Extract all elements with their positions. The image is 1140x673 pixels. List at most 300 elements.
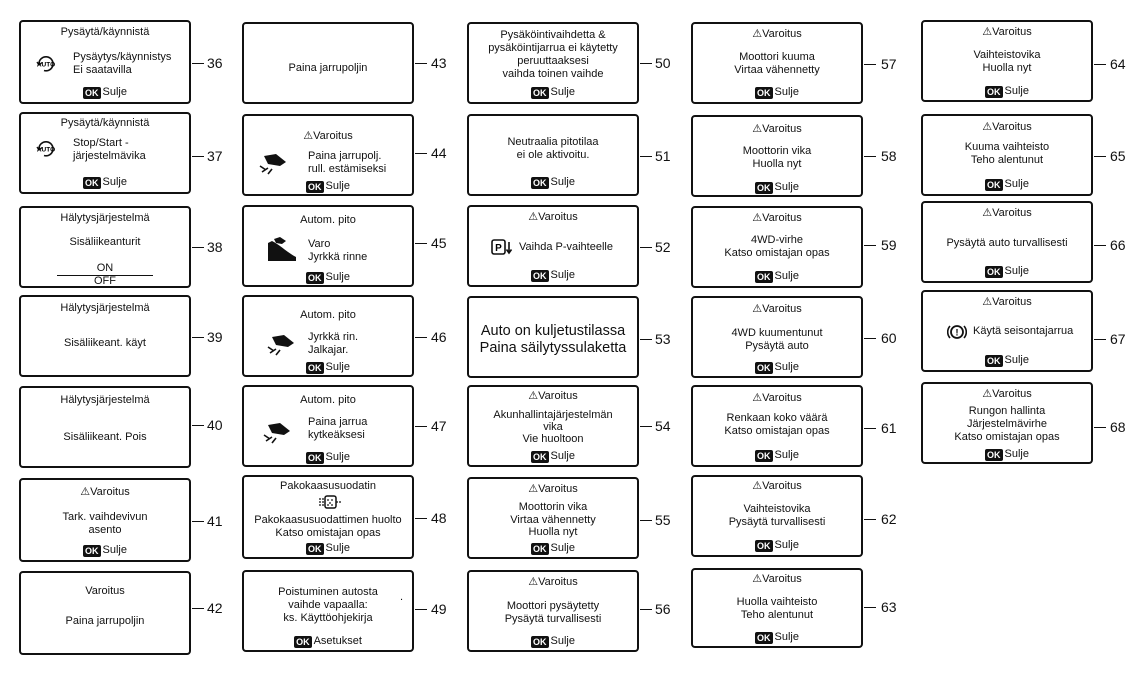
leader-line (192, 337, 204, 338)
panel-37 (19, 112, 191, 194)
panel-header (923, 207, 1091, 221)
panel-44 (242, 114, 414, 196)
leader-line (415, 243, 427, 244)
panel-text-1: Pysäytys/käynnistys (73, 51, 172, 63)
leader-line (192, 521, 204, 522)
panel-text-2: kytkeäksesi (308, 429, 365, 441)
header-label: Varoitus (538, 576, 578, 588)
warning-icon: ⚠ (752, 392, 763, 404)
close-label: Sulje (1004, 85, 1029, 97)
auto-stop-start-icon (35, 140, 57, 158)
close-button[interactable] (244, 542, 412, 557)
close-label: Sulje (774, 361, 799, 373)
panel-text-2: pysäköintijarrua ei käytetty (488, 42, 618, 54)
panel-text-3: ks. Käyttöohjekirja (283, 612, 373, 624)
callout-number: 36 (207, 55, 223, 71)
panel-text-1: Moottorin vika (742, 145, 812, 157)
header-label: Varoitus (992, 296, 1032, 308)
callout-number: 66 (1110, 237, 1126, 253)
close-label: Sulje (774, 270, 799, 282)
header-label: Varoitus (762, 28, 802, 40)
callout-number: 51 (655, 148, 671, 164)
header-label: Varoitus (992, 388, 1032, 400)
leader-line (415, 63, 427, 64)
park-gear-icon (491, 239, 513, 257)
close-label: Sulje (774, 181, 799, 193)
close-button[interactable] (693, 449, 861, 464)
callout-number: 40 (207, 417, 223, 433)
close-label: Sulje (550, 86, 575, 98)
close-button[interactable] (469, 635, 637, 650)
panel-40 (19, 386, 191, 468)
panel-text-1: Paina jarrua (308, 416, 368, 428)
header-label: Varoitus (992, 207, 1032, 219)
panel-header: Autom. pito (300, 214, 356, 226)
leader-line (640, 520, 652, 521)
callout-number: 54 (655, 418, 671, 434)
panel-header (693, 392, 861, 406)
callout-number: 65 (1110, 148, 1126, 164)
ok-badge: OK (757, 540, 771, 551)
close-label: Sulje (550, 635, 575, 647)
leader-line (864, 428, 876, 429)
panel-text-1: Käytä seisontajarrua (973, 325, 1074, 337)
panel-41 (19, 478, 191, 562)
ok-badge: OK (757, 450, 771, 461)
warning-icon: ⚠ (752, 212, 763, 224)
callout-number: 53 (655, 331, 671, 347)
panel-66 (921, 201, 1093, 283)
panel-header (693, 573, 861, 587)
close-label: Sulje (325, 451, 350, 463)
panel-text-3: peruuttaaksesi (517, 55, 589, 67)
panel-46 (242, 295, 414, 377)
callout-number: 49 (431, 601, 447, 617)
panel-header (469, 483, 637, 497)
callout-number: 48 (431, 510, 447, 526)
panel-header: Pakokaasusuodatin (279, 480, 376, 492)
warning-icon: ⚠ (752, 28, 763, 40)
panel-header (923, 121, 1091, 135)
close-button[interactable] (923, 85, 1091, 100)
callout-number: 47 (431, 418, 447, 434)
panel-49 (242, 570, 414, 652)
panel-text-1: Huolla vaihteisto (736, 596, 818, 608)
leader-line (864, 338, 876, 339)
warning-icon: ⚠ (528, 211, 539, 223)
ok-badge: OK (533, 451, 547, 462)
callout-number: 38 (207, 239, 223, 255)
close-label: Sulje (550, 269, 575, 281)
callout-number: 44 (431, 145, 447, 161)
header-label: Varoitus (538, 390, 578, 402)
panel-48 (242, 475, 414, 559)
leader-line (192, 608, 204, 609)
close-button[interactable] (469, 450, 637, 465)
ok-badge: OK (85, 177, 99, 188)
callout-number: 67 (1110, 331, 1126, 347)
callout-number: 42 (207, 600, 223, 616)
parking-brake-icon (947, 322, 967, 342)
panel-text-2: ei ole aktivoitu. (516, 149, 590, 161)
header-label: Varoitus (538, 211, 578, 223)
panel-text-2: Virtaa vähennetty (510, 514, 596, 526)
warning-icon: ⚠ (528, 390, 539, 402)
leader-line (1094, 427, 1106, 428)
header-label: Varoitus (762, 573, 802, 585)
warning-icon: ⚠ (752, 573, 763, 585)
panel-text-1: Tark. vaihdevivun (62, 511, 148, 523)
callout-number: 60 (881, 330, 897, 346)
panel-text-2: Paina säilytyssulaketta (479, 340, 627, 356)
leader-line (640, 156, 652, 157)
callout-number: 59 (881, 237, 897, 253)
panel-text-2: rull. estämiseksi (308, 163, 387, 175)
ok-badge: OK (987, 179, 1001, 190)
panel-45 (242, 205, 414, 287)
panel-text-1: Sisäliikeanturit (69, 236, 141, 248)
callout-number: 37 (207, 148, 223, 164)
close-button[interactable] (693, 86, 861, 101)
panel-62 (691, 475, 863, 557)
panel-text-2: Teho alentunut (740, 609, 814, 621)
stray-dot: . (400, 591, 404, 603)
leader-line (415, 609, 427, 610)
ok-badge: OK (987, 355, 1001, 366)
panel-text-2: Järjestelmävirhe (966, 418, 1048, 430)
panel-text-2: vaihde vapaalla: (288, 599, 368, 611)
panel-text-4: vaihda toinen vaihde (502, 68, 604, 80)
panel-text-1: Neutraalia pitotilaa (507, 136, 599, 148)
close-button[interactable] (693, 181, 861, 196)
close-button[interactable] (693, 631, 861, 646)
ok-badge: OK (308, 362, 322, 373)
ok-badge: OK (308, 272, 322, 283)
panel-header (923, 26, 1091, 40)
ok-badge: OK (757, 271, 771, 282)
panel-text-2: vika (543, 421, 563, 433)
panel-header (469, 211, 637, 225)
header-label: Varoitus (992, 121, 1032, 133)
close-label: Sulje (325, 271, 350, 283)
panel-text-1: 4WD kuumentunut (731, 327, 823, 339)
panel-text-1: 4WD-virhe (751, 234, 803, 246)
warning-icon: ⚠ (80, 486, 91, 498)
option-on[interactable]: ON (96, 262, 114, 274)
panel-39 (19, 295, 191, 377)
car-slip-icon (266, 331, 298, 357)
warning-icon: ⚠ (982, 296, 993, 308)
callout-number: 58 (881, 148, 897, 164)
panel-text-1: Pysäytä auto turvallisesti (946, 237, 1068, 249)
panel-36 (19, 20, 191, 104)
ok-badge: OK (308, 181, 322, 192)
panel-text-1: Sisäliikeant. käyt (64, 337, 146, 349)
panel-text-1: Rungon hallinta (968, 405, 1046, 417)
close-label: Sulje (550, 176, 575, 188)
leader-line (192, 63, 204, 64)
leader-line (1094, 245, 1106, 246)
callout-number: 46 (431, 329, 447, 345)
close-button[interactable] (693, 539, 861, 554)
close-button[interactable] (469, 86, 637, 101)
close-button[interactable] (923, 354, 1091, 369)
panel-63 (691, 568, 863, 648)
close-label: Sulje (102, 86, 127, 98)
ok-badge: OK (757, 632, 771, 643)
warning-icon: ⚠ (752, 480, 763, 492)
close-button[interactable] (21, 86, 189, 101)
ok-badge: OK (757, 362, 771, 373)
panel-header (923, 388, 1091, 402)
close-label: Sulje (325, 542, 350, 554)
panel-47 (242, 385, 414, 467)
leader-line (192, 156, 204, 157)
header-label: Varoitus (992, 26, 1032, 38)
panel-text-1: Jyrkkä rin. (308, 331, 359, 343)
panel-header (21, 486, 189, 500)
svg-text:!: ! (955, 327, 959, 338)
leader-line (1094, 339, 1106, 340)
panel-header (693, 123, 861, 137)
callout-number: 45 (431, 235, 447, 251)
panel-text-1: Varo (308, 238, 331, 250)
leader-line (415, 518, 427, 519)
panel-58 (691, 115, 863, 197)
callout-number: 63 (881, 599, 897, 615)
callout-number: 56 (655, 601, 671, 617)
warning-icon: ⚠ (528, 483, 539, 495)
svg-text:AUTO: AUTO (36, 146, 56, 154)
close-button[interactable] (469, 269, 637, 284)
ok-badge: OK (533, 270, 547, 281)
panel-64 (921, 20, 1093, 102)
panel-text-1: Vaihda P-vaihteelle (519, 241, 613, 253)
close-button[interactable] (244, 361, 412, 376)
ok-badge: OK (533, 636, 547, 647)
warning-icon: ⚠ (303, 130, 314, 142)
panel-header (693, 303, 861, 317)
leader-line (1094, 64, 1106, 65)
header-label: Varoitus (90, 486, 130, 498)
callout-number: 57 (881, 56, 897, 72)
close-button[interactable] (693, 270, 861, 285)
svg-text:AUTO: AUTO (36, 61, 56, 69)
warning-icon: ⚠ (982, 26, 993, 38)
panel-header: Autom. pito (300, 309, 356, 321)
panel-text-3: Huolla nyt (528, 526, 578, 538)
car-slip-icon (262, 419, 294, 445)
panel-header (923, 296, 1091, 310)
warning-icon: ⚠ (982, 207, 993, 219)
panel-text-2: Jyrkkä rinne (308, 251, 368, 263)
close-label: Sulje (774, 539, 799, 551)
panel-52 (467, 205, 639, 287)
panel-header: Autom. pito (300, 394, 356, 406)
callout-number: 68 (1110, 419, 1126, 435)
panel-text-1: Vaihteistovika (973, 49, 1041, 61)
panel-header: Hälytysjärjestelmä (60, 212, 150, 224)
panel-text-1: Vaihteistovika (743, 503, 811, 515)
close-label: Sulje (325, 180, 350, 192)
callout-number: 64 (1110, 56, 1126, 72)
leader-line (640, 247, 652, 248)
ok-badge: OK (85, 545, 99, 556)
divider (57, 287, 153, 288)
header-label: Varoitus (538, 483, 578, 495)
option-off[interactable]: OFF (94, 275, 116, 287)
panel-38 (19, 206, 191, 288)
header-label: Varoitus (762, 123, 802, 135)
header-label: Varoitus (313, 130, 353, 142)
panel-text-2: Ei saatavilla (73, 64, 132, 76)
leader-line (640, 609, 652, 610)
warning-icon: ⚠ (982, 388, 993, 400)
panel-57 (691, 22, 863, 104)
panel-header (693, 212, 861, 226)
close-label: Sulje (550, 542, 575, 554)
close-button[interactable] (923, 448, 1091, 463)
close-button[interactable] (21, 544, 189, 559)
close-button[interactable] (244, 451, 412, 466)
svg-text:P: P (495, 243, 502, 254)
close-label: Sulje (774, 86, 799, 98)
ok-badge: OK (757, 87, 771, 98)
warning-icon: ⚠ (982, 121, 993, 133)
header-label: Varoitus (762, 480, 802, 492)
panel-59 (691, 206, 863, 288)
warning-icon: ⚠ (752, 303, 763, 315)
panel-text-3: Katso omistajan opas (954, 431, 1060, 443)
close-label: Sulje (102, 176, 127, 188)
panel-text-1: Pysäköintivaihdetta & (500, 29, 606, 41)
warning-icon: ⚠ (752, 123, 763, 135)
panel-65 (921, 114, 1093, 196)
panel-text-2: Pysäytä turvallisesti (504, 613, 602, 625)
panel-text-1: Moottori pysäytetty (506, 600, 600, 612)
panel-header (469, 390, 637, 404)
panel-text-2: Katso omistajan opas (275, 527, 381, 539)
leader-line (864, 156, 876, 157)
car-slip-icon (258, 150, 290, 176)
close-label: Sulje (102, 544, 127, 556)
callout-number: 62 (881, 511, 897, 527)
close-label: Sulje (1004, 178, 1029, 190)
leader-line (415, 426, 427, 427)
panel-text-1: Paina jarrupoljin (65, 615, 145, 627)
panel-text-1: Auto on kuljetustilassa (480, 323, 626, 339)
warning-icon: ⚠ (528, 576, 539, 588)
leader-line (192, 247, 204, 248)
panel-header: Hälytysjärjestelmä (60, 394, 150, 406)
panel-header: Varoitus (85, 585, 125, 597)
panel-text-2: Virtaa vähennetty (734, 64, 820, 76)
panel-text-2: Pysäytä auto (745, 340, 809, 352)
leader-line (864, 245, 876, 246)
ok-badge: OK (757, 182, 771, 193)
panel-text-2: Jalkajar. (308, 344, 349, 356)
panel-text-3: Vie huoltoon (522, 433, 584, 445)
panel-text-1: Paina jarrupoljin (288, 62, 368, 74)
close-button[interactable] (469, 542, 637, 557)
panel-header (693, 28, 861, 42)
leader-line (864, 607, 876, 608)
panel-header: Pysäytä/käynnistä (60, 117, 150, 129)
header-label: Varoitus (762, 212, 802, 224)
panel-text-1: Renkaan koko väärä (726, 412, 828, 424)
callout-number: 55 (655, 512, 671, 528)
header-label: Varoitus (762, 303, 802, 315)
ok-badge: OK (987, 86, 1001, 97)
leader-line (640, 63, 652, 64)
leader-line (192, 425, 204, 426)
panel-text-1: Moottori kuuma (739, 51, 815, 63)
panel-text-2: Katso omistajan opas (724, 425, 830, 437)
leader-line (640, 426, 652, 427)
close-button[interactable] (244, 271, 412, 286)
leader-line (415, 153, 427, 154)
panel-text-2: Huolla nyt (752, 158, 802, 170)
close-button[interactable] (469, 176, 637, 191)
callout-number: 52 (655, 239, 671, 255)
panel-text-2: järjestelmävika (73, 150, 146, 162)
panel-text-1: Stop/Start - (73, 137, 129, 149)
panel-header (693, 480, 861, 494)
leader-line (1094, 156, 1106, 157)
leader-line (640, 339, 652, 340)
close-label: Sulje (774, 449, 799, 461)
ok-badge: OK (533, 177, 547, 188)
callout-number: 43 (431, 55, 447, 71)
close-button[interactable] (21, 176, 189, 191)
particulate-filter-icon (318, 493, 344, 511)
panel-67 (921, 290, 1093, 372)
panel-header: Hälytysjärjestelmä (60, 302, 150, 314)
close-label: Sulje (325, 361, 350, 373)
settings-label: Asetukset (313, 635, 362, 647)
panel-text-1: Akunhallintajärjestelmän (493, 409, 613, 421)
ok-badge: OK (308, 543, 322, 554)
panel-61 (691, 385, 863, 467)
panel-56 (467, 570, 639, 652)
close-button[interactable] (923, 265, 1091, 280)
close-button[interactable] (693, 361, 861, 376)
panel-text-1: Paina jarrupolj. (308, 150, 382, 162)
leader-line (864, 64, 876, 65)
settings-button[interactable] (244, 635, 412, 650)
panel-50 (467, 22, 639, 104)
panel-text-1: Pakokaasusuodattimen huolto (254, 514, 402, 526)
close-button[interactable] (923, 178, 1091, 193)
ok-badge: OK (85, 87, 99, 98)
callout-number: 39 (207, 329, 223, 345)
panel-text-2: asento (88, 524, 122, 536)
panel-header: Pysäytä/käynnistä (60, 26, 150, 38)
panel-68 (921, 382, 1093, 464)
ok-badge: OK (987, 449, 1001, 460)
panel-42 (19, 571, 191, 655)
header-label: Varoitus (762, 392, 802, 404)
close-label: Sulje (774, 631, 799, 643)
close-label: Sulje (550, 450, 575, 462)
leader-line (864, 519, 876, 520)
close-label: Sulje (1004, 354, 1029, 366)
panel-text-1: Sisäliikeant. Pois (63, 431, 147, 443)
close-button[interactable] (244, 180, 412, 195)
panel-header (244, 130, 412, 144)
steep-hill-icon (266, 235, 298, 263)
ok-badge: OK (533, 543, 547, 554)
